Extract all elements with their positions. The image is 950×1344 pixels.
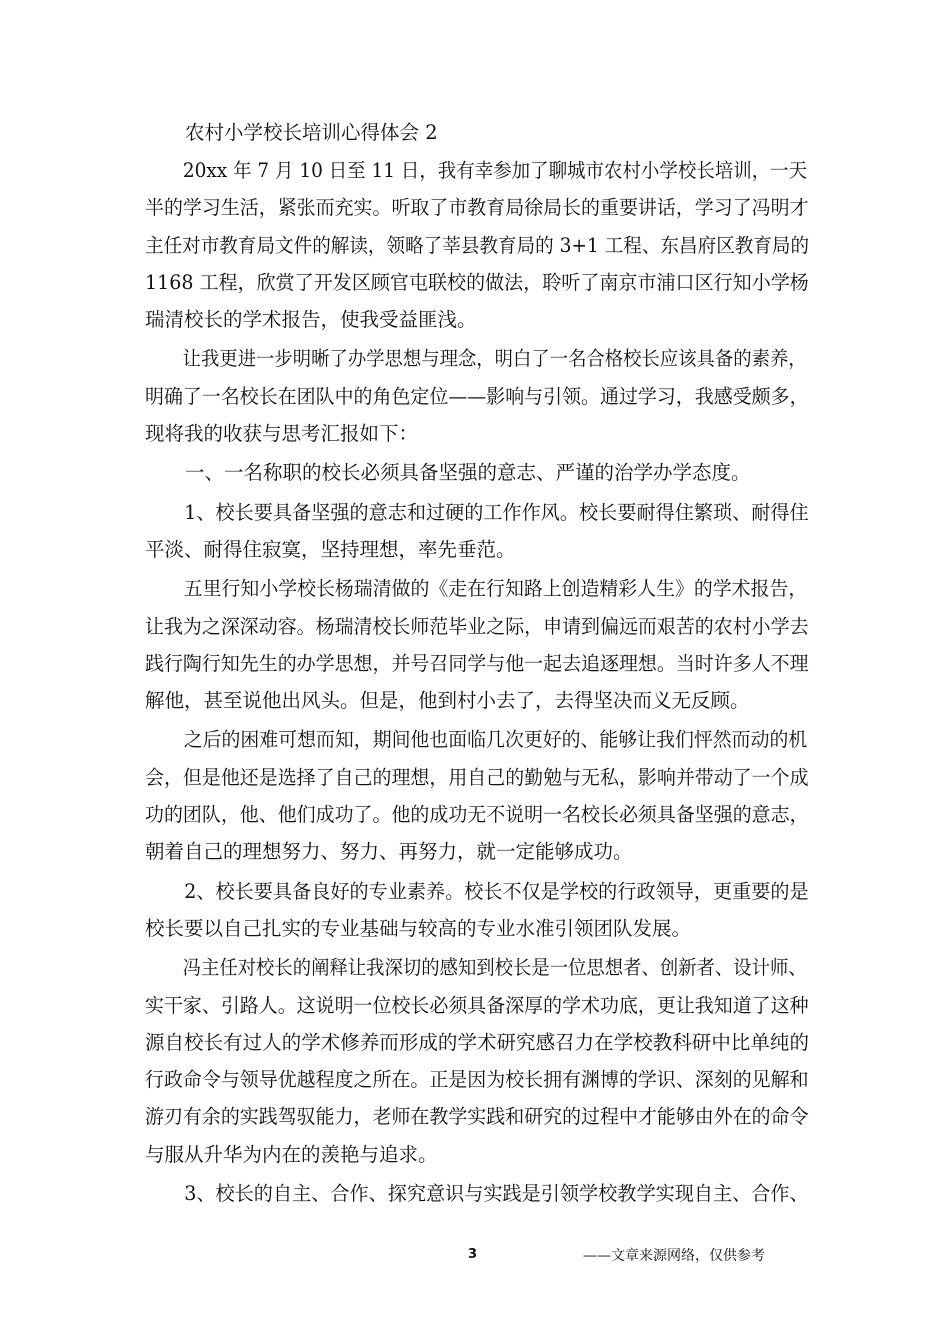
- text-line: 践行陶行知先生的办学思想，并号召同学与他一起去追逐理想。当时许多人不理: [145, 651, 809, 675]
- text-line: 3、校长的自主、合作、探究意识与实践是引领学校教学实现自主、合作、: [184, 1182, 809, 1206]
- paragraph: [145, 152, 809, 338]
- source-note: ——文章来源网络，仅供参考: [583, 1248, 765, 1264]
- paragraph: [145, 873, 809, 948]
- document-title: 农村小学校长培训心得体会 2: [185, 121, 438, 144]
- text-line: 明确了一名校长在团队中的角色定位——影响与引领。通过学习，我感受颇多，: [145, 384, 809, 408]
- text-line: 功的团队，他、他们成功了。他的成功无不说明一名校长必须具备坚强的意志，: [145, 803, 809, 827]
- paragraph: [145, 570, 809, 719]
- text-line: 让我为之深深动容。杨瑞清校长师范毕业之际，申请到偏远而艰苦的农村小学去: [145, 614, 809, 638]
- text-line: 行政命令与领导优越程度之所在。正是因为校长拥有渊博的学识、深刻的见解和: [145, 1068, 809, 1092]
- text-line: 之后的困难可想而知，期间他也面临几次更好的、能够让我们怦然而动的机: [183, 728, 808, 752]
- text-line: 半的学习生活，紧张而充实。听取了市教育局徐局长的重要讲话，学习了冯明才: [145, 196, 809, 220]
- text-line: 源自校长有过人的学术修养而形成的学术研究感召力在学校教科研中比单纯的: [145, 1030, 809, 1054]
- text-line: 瑞清校长的学术报告，使我受益匪浅。: [145, 308, 477, 332]
- paragraph-list: [145, 152, 809, 1212]
- text-line: 一、一名称职的校长必须具备坚强的意志、严谨的治学办学态度。: [185, 461, 751, 485]
- text-line: 会，但是他还是选择了自己的理想，用自己的勤勉与无私，影响并带动了一个成: [145, 765, 809, 789]
- text-line: 主任对市教育局文件的解读，领略了莘县教育局的 3+1 工程、东昌府区教育局的: [145, 233, 810, 257]
- text-line: 五里行知小学校长杨瑞清做的《走在行知路上创造精彩人生》的学术报告，: [183, 577, 808, 601]
- text-line: 冯主任对校长的阐释让我深切的感知到校长是一位思想者、创新者、设计师、: [182, 956, 807, 980]
- text-line: 20xx 年 7 月 10 日至 11 日，我有幸参加了聊城市农村小学校长培训，一天: [182, 159, 808, 182]
- text-line: 让我更进一步明晰了办学思想与理念，明白了一名合格校长应该具备的素养，: [182, 347, 807, 371]
- text-line: 2、校长要具备良好的专业素养。校长不仅是学校的行政领导，更重要的是: [184, 879, 809, 903]
- text-line: 平淡、耐得住寂寞，坚持理想，率先垂范。: [145, 537, 516, 561]
- paragraph: [145, 494, 809, 569]
- page-number: 3: [468, 1247, 478, 1262]
- text-line: 朝着自己的理想努力、努力、再努力，就一定能够成功。: [145, 840, 633, 864]
- text-line: 与服从升华为内在的羡艳与追求。: [145, 1142, 438, 1166]
- text-line: 1168 工程，欣赏了开发区顾官屯联校的做法，聆听了南京市浦口区行知小学杨: [145, 270, 809, 294]
- document-body: [145, 114, 809, 1214]
- paragraph: [145, 454, 809, 491]
- text-line: 解他，甚至说他出风头。但是，他到村小去了，去得坚决而义无反顾。: [145, 689, 750, 713]
- text-line: 游刃有余的实践驾驭能力，老师在教学实践和研究的过程中才能够由外在的命令: [145, 1105, 809, 1129]
- text-line: 校长要以自己扎实的专业基础与较高的专业水准引领团队发展。: [145, 916, 692, 940]
- paragraph: [145, 340, 809, 452]
- text-line: 实干家、引路人。这说明一位校长必须具备深厚的学术功底，更让我知道了这种: [145, 993, 809, 1017]
- paragraph: [145, 1175, 809, 1212]
- paragraph: [145, 721, 809, 870]
- paragraph: [145, 949, 809, 1173]
- text-line: 现将我的收获与思考汇报如下：: [145, 422, 419, 446]
- text-line: 1、校长要具备坚强的意志和过硬的工作作风。校长要耐得住繁琐、耐得住: [184, 500, 809, 524]
